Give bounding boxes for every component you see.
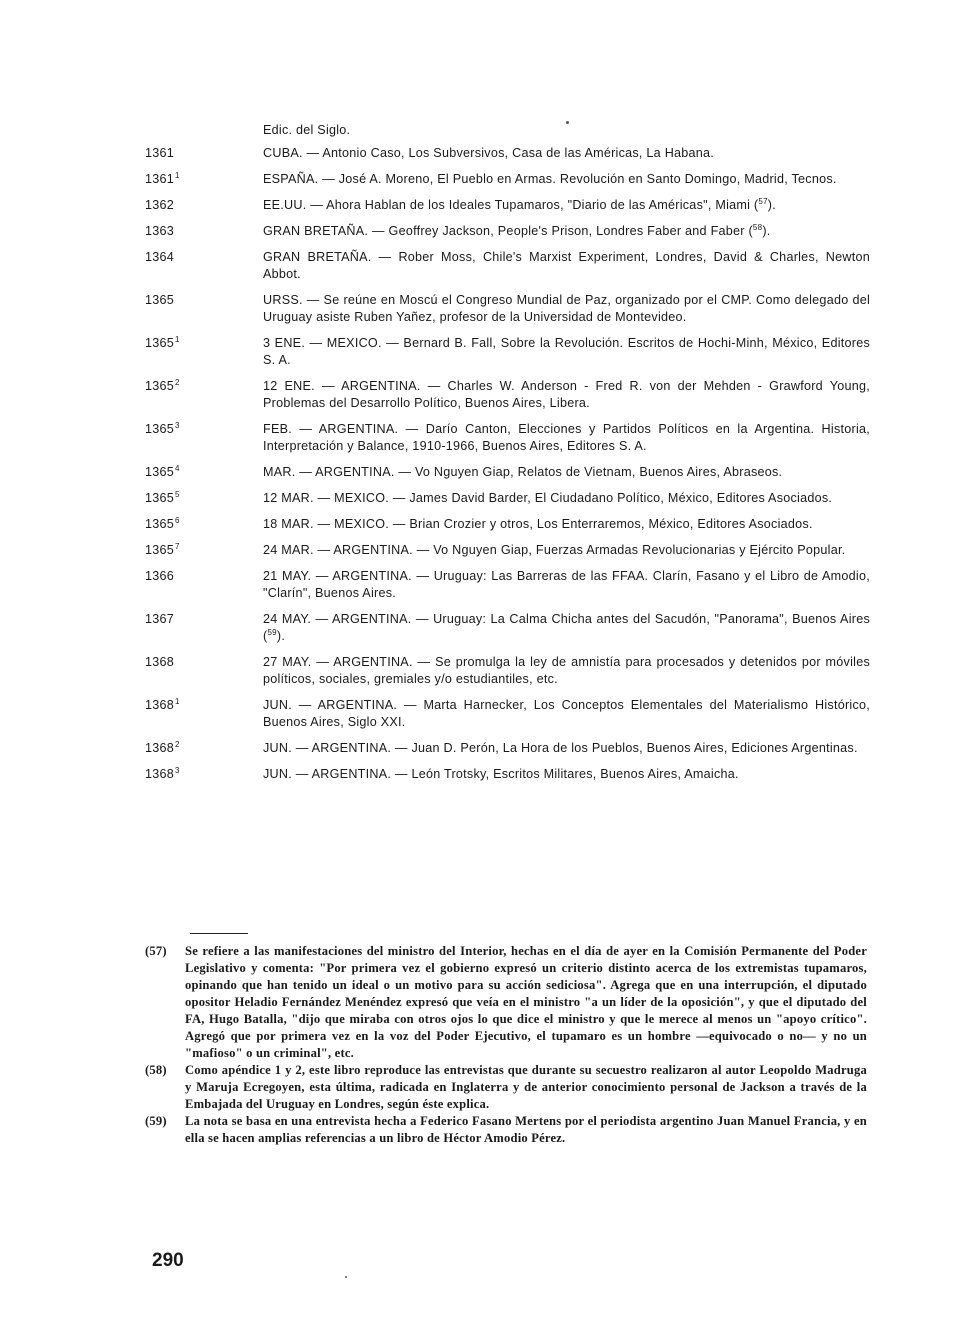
footnote-text: La nota se basa en una entrevista hecha a Federico Fasano Mertens por el periodista argentino Juan Manuel Francia, y en ella se hacen amplias referencias a un libro de Héctor Amodio Pérez. <box>185 1114 867 1145</box>
entry-text: JUN. — ARGENTINA. — Marta Harnecker, Los Conceptos Elementales del Materialismo Histórico, Buenos Aires, Siglo XXI. <box>263 698 870 729</box>
entry-number: 1365 <box>145 293 175 307</box>
entry-text: 27 MAY. — ARGENTINA. — Se promulga la ley de amnistía para procesados y detenidos por móviles políticos, sociales, gremiales y/o estudiantiles, etc. <box>263 655 870 686</box>
list-item <box>145 171 870 188</box>
footnote <box>145 1113 867 1147</box>
list-item <box>145 421 870 455</box>
entry-text: GRAN BRETAÑA. — Rober Moss, Chile's Marxist Experiment, Londres, David & Charles, Newton Abbot. <box>263 250 870 281</box>
entry-text: 24 MAR. — ARGENTINA. — Vo Nguyen Giap, Fuerzas Armadas Revolucionarias y Ejército Popular. <box>263 543 846 557</box>
entry-number: 1365$^3$ <box>145 421 180 436</box>
entry-number: 1367 <box>145 612 175 626</box>
entry-text: 24 MAY. — ARGENTINA. — Uruguay: La Calma Chicha antes del Sacudón, "Panorama", Buenos Aires ($^{59}$). <box>263 612 870 643</box>
entry-number: 1362 <box>145 198 175 212</box>
entry-text: 18 MAR. — MEXICO. — Brian Crozier y otros, Los Enterraremos, México, Editores Asociados. <box>263 517 813 531</box>
list-item <box>145 766 870 783</box>
entry-text: JUN. — ARGENTINA. — León Trotsky, Escritos Militares, Buenos Aires, Amaicha. <box>263 767 739 781</box>
footnote-ref: 58 <box>752 223 763 232</box>
entry-text: JUN. — ARGENTINA. — Juan D. Perón, La Hora de los Pueblos, Buenos Aires, Ediciones Argentinas. <box>263 741 858 755</box>
entry-text: GRAN BRETAÑA. — Geoffrey Jackson, People's Prison, Londres Faber and Faber ($^{58}$). <box>263 223 771 238</box>
entry-number: 1365$^4$ <box>145 464 180 479</box>
entry-number: 1368$^2$ <box>145 740 180 755</box>
entry-number: 1368$^3$ <box>145 766 180 781</box>
entry-number: 1368$^1$ <box>145 697 180 712</box>
entry-number: 1365$^5$ <box>145 490 180 505</box>
footnote <box>145 1062 867 1113</box>
list-item <box>145 197 870 214</box>
list-item <box>145 292 870 326</box>
entry-text: FEB. — ARGENTINA. — Darío Canton, Elecciones y Partidos Políticos en la Argentina. Historia, Interpretación y Balance, 1910-1966, Buenos Aires, Editores S. A. <box>263 422 870 453</box>
footnote-text: Se refiere a las manifestaciones del ministro del Interior, hechas en el día de ayer en la Comisión Permanente del Poder Legislativo y comenta: "Por primera vez el gobierno expresó un criterio distinto acerca de los extremistas tupamaros, opinando que han tenido un ideal o un motivo para su acción sediciosa". Agrega que en una interrupción, el diputado opositor Heladio Fernández Menéndez expresó que veía en el ministro "a un líder de la oposición", y que el diputado del FA, Hugo Batalla, "dijo que miraba con otros ojos lo que dice el ministro y que le merece al menos un "apoyo crítico". Agregó que por primera vez en la voz del Poder Ejecutivo, el tupamaro es un hombre —equivocado o no— y no un "mafioso" o un criminal", etc. <box>185 944 867 1060</box>
list-item <box>145 611 870 645</box>
list-item <box>145 654 870 688</box>
print-speck <box>345 1276 347 1278</box>
footnote-number: (59) <box>145 1114 167 1128</box>
footnote-number: (57) <box>145 944 167 958</box>
entry-number: 1368 <box>145 655 175 669</box>
entry-text: EE.UU. — Ahora Hablan de los Ideales Tupamaros, "Diario de las Américas", Miami ($^{57}$). <box>263 197 776 212</box>
chronology-list <box>145 122 870 792</box>
entry-number: 1363 <box>145 224 175 238</box>
entry-text: 21 MAY. — ARGENTINA. — Uruguay: Las Barreras de las FFAA. Clarín, Fasano y el Libro de Amodio, "Clarín", Buenos Aires. <box>263 569 870 600</box>
footnote-number: (58) <box>145 1063 167 1077</box>
entry-text: 12 MAR. — MEXICO. — James David Barder, El Ciudadano Político, México, Editores Asociados. <box>263 491 833 505</box>
list-item <box>145 122 870 139</box>
list-item <box>145 249 870 283</box>
footnote-ref: 59 <box>267 628 277 637</box>
entry-number: 1365$^6$ <box>145 516 180 531</box>
entry-number: 1365$^7$ <box>145 542 180 557</box>
list-item <box>145 516 870 533</box>
entry-text: Edic. del Siglo. <box>263 123 351 137</box>
footnote <box>145 943 867 1062</box>
entry-number: 1361 <box>145 146 175 160</box>
entry-text: 12 ENE. — ARGENTINA. — Charles W. Anderson - Fred R. von der Mehden - Grawford Young, Problemas del Desarrollo Político, Buenos Aires, Libera. <box>263 379 870 410</box>
list-item <box>145 542 870 559</box>
entry-text: URSS. — Se reúne en Moscú el Congreso Mundial de Paz, organizado por el CMP. Como delegado del Uruguay asiste Ruben Yañez, profesor de la Universidad de Montevideo. <box>263 293 870 324</box>
entry-number: 1366 <box>145 569 175 583</box>
entry-number: 1364 <box>145 250 175 264</box>
footnote-ref: 57 <box>758 197 768 206</box>
list-item <box>145 568 870 602</box>
list-item <box>145 223 870 240</box>
print-speck <box>566 121 569 124</box>
entry-text: CUBA. — Antonio Caso, Los Subversivos, Casa de las Américas, La Habana. <box>263 146 715 160</box>
list-item <box>145 378 870 412</box>
footnotes <box>145 943 867 1147</box>
footnote-text: Como apéndice 1 y 2, este libro reproduce las entrevistas que durante su secuestro realizaron al autor Leopoldo Madruga y Maruja Ecregoyen, esta última, radicada en Inglaterra y de anterior conocimiento personal de Jackson a través de la Embajada del Uruguay en Londres, según éste explica. <box>185 1063 867 1111</box>
list-item <box>145 490 870 507</box>
entry-number: 1365$^2$ <box>145 378 180 393</box>
list-item <box>145 697 870 731</box>
list-item <box>145 145 870 162</box>
list-item <box>145 335 870 369</box>
entry-text: ESPAÑA. — José A. Moreno, El Pueblo en Armas. Revolución en Santo Domingo, Madrid, Tecnos. <box>263 172 837 186</box>
list-item <box>145 740 870 757</box>
entry-text: 3 ENE. — MEXICO. — Bernard B. Fall, Sobre la Revolución. Escritos de Hochi-Minh, México, Editores S. A. <box>263 336 870 367</box>
list-item <box>145 464 870 481</box>
entry-number: 1365$^1$ <box>145 335 180 350</box>
entry-number: 1361$^1$ <box>145 171 180 186</box>
footnote-divider <box>190 933 248 934</box>
page-number: 290 <box>152 1250 184 1271</box>
entry-text: MAR. — ARGENTINA. — Vo Nguyen Giap, Relatos de Vietnam, Buenos Aires, Abraseos. <box>263 465 783 479</box>
